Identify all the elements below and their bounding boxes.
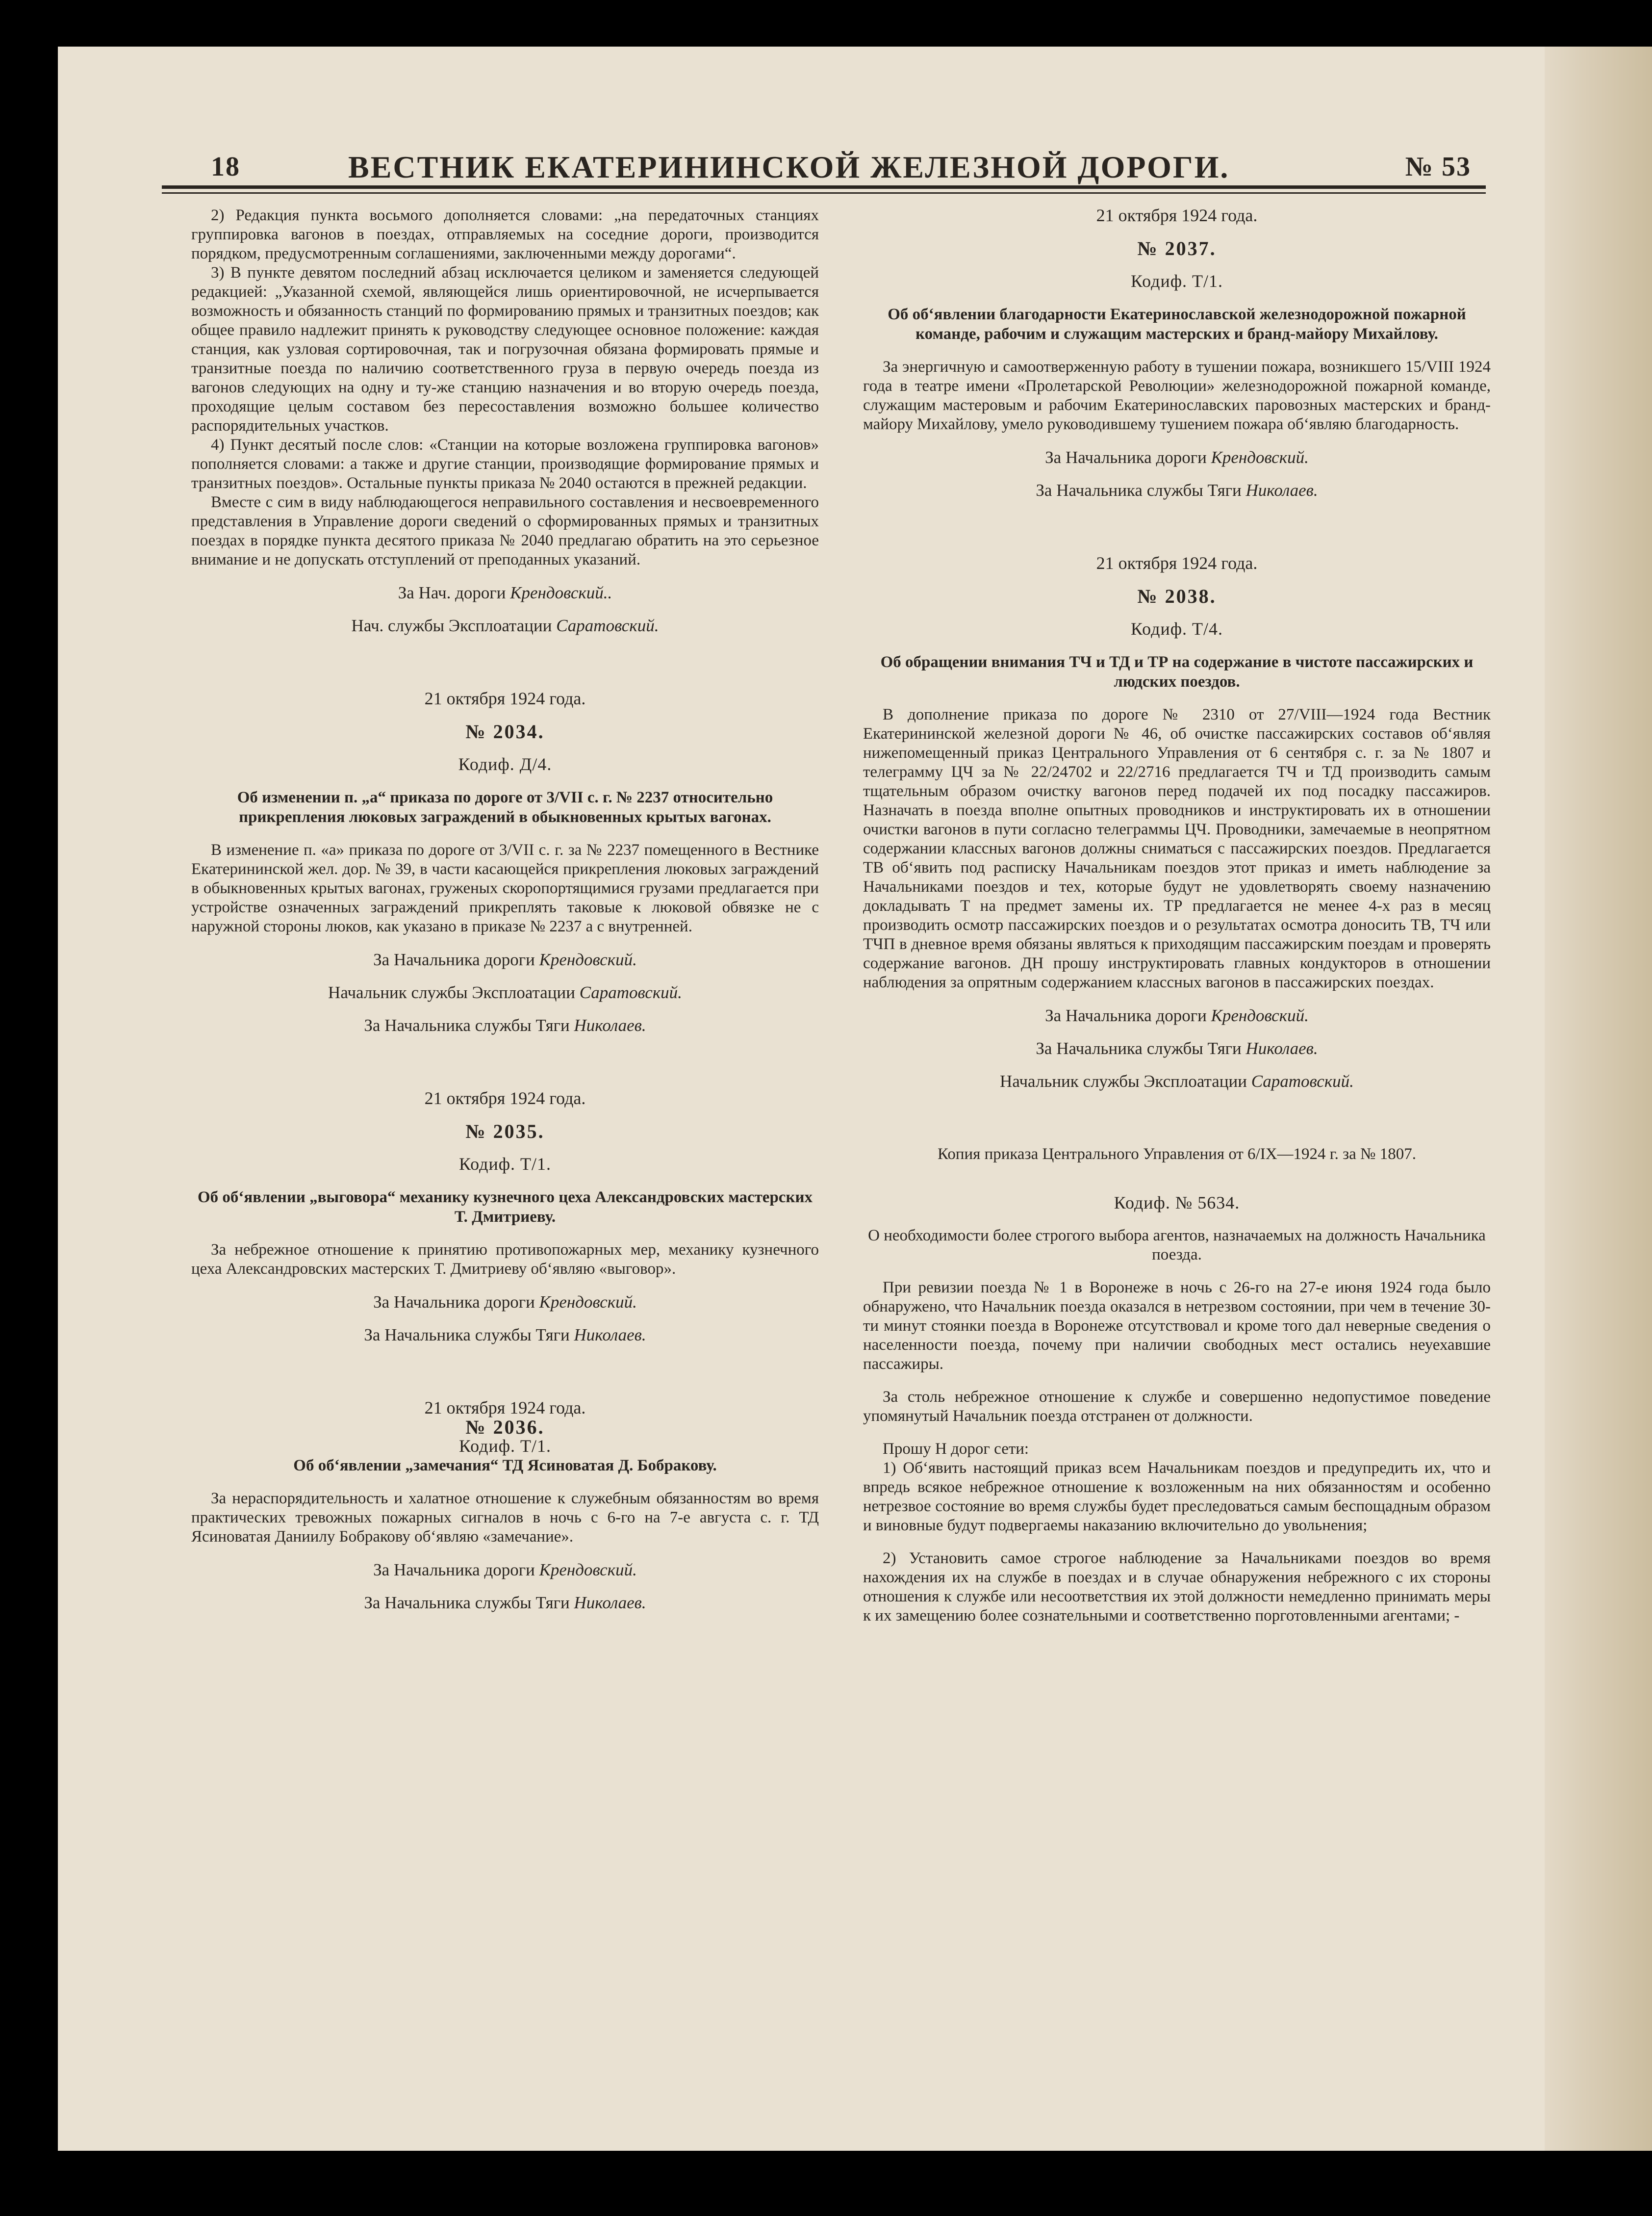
header-rule-thin	[162, 192, 1486, 194]
right-column	[863, 206, 1491, 1625]
order-2034-signature-3: За Начальника службы Тяги Николаев.	[364, 1016, 646, 1035]
order-2038-number: № 2038.	[1137, 585, 1217, 607]
order-2037-body: За энергичную и самоотверженную работу в тушении пожара, возникшего 15/VIII 1924 года в театре имени «Пролетарской Революции» железнодорожной пожарной команде, служащим мастеровым и рабочим Екатеринославских паровозных мастерских и бранд-майору Михайлову, умело руководившему тушением пожара об‘являю благодарность.	[863, 358, 1491, 433]
order-2035-kodif: Кодиф. Т/1.	[458, 1154, 552, 1174]
order-2034-date: 21 октября 1924 года.	[424, 689, 586, 708]
issue-number: № 53	[1405, 152, 1471, 182]
page-header	[162, 147, 1486, 206]
order-2035-date: 21 октября 1924 года.	[424, 1088, 586, 1108]
order-2038-signature-3: Начальник службы Эксплоатации Саратовский.	[1000, 1072, 1354, 1091]
order-2037-kodif: Кодиф. Т/1.	[1130, 271, 1223, 291]
order-2035-heading: Об об‘явлении „выговора“ механику кузнечного цеха Александровских мастерских Т. Дмитриеву.	[198, 1188, 813, 1226]
order-2035-body: За небрежное отношение к принятию противопожарных мер, механику кузнечного цеха Александровских мастерских Т. Дмитриеву об‘являю «выговор».	[191, 1241, 819, 1278]
order-2036-date: 21 октября 1924 года.	[424, 1398, 586, 1417]
intro-signature-2: Нач. службы Эксплоатации Саратовский.	[351, 616, 659, 635]
copy-order-para-3: Прошу Н дорог сети:	[883, 1440, 1029, 1458]
intro-para-5: Вместе с сим в виду наблюдающегося неправильного составления и несвоевременного представления в Управление дороги сведений о сформированных прямых и транзитных поездах в порядке пункта десятого приказа № 2040 предлагаю обратить на это серьезное внимание и не допускать отступлений от преподанных указаний.	[191, 493, 819, 568]
order-2037-number: № 2037.	[1137, 237, 1217, 259]
order-2037-signature-2: За Начальника службы Тяги Николаев.	[1036, 481, 1318, 500]
order-2038-signature-2: За Начальника службы Тяги Николаев.	[1036, 1039, 1318, 1058]
copy-order-item-1: 1) Об‘явить настоящий приказ всем Начальникам поездов и предупредить их, что и впредь всякое небрежное отношение к возложенным на них обязанностям и особенно нетрезвое состояние во время службы будет преследоваться самым беспощадным образом и виновные будут подвергаемы наказанию включительно до увольнения;	[863, 1459, 1491, 1534]
order-2038-kodif: Кодиф. Т/4.	[1130, 619, 1223, 639]
newspaper-page	[162, 147, 1491, 2089]
order-2035-number: № 2035.	[465, 1120, 545, 1142]
order-2034-number: № 2034.	[465, 721, 545, 743]
copy-order-para-1: При ревизии поезда № 1 в Воронеже в ночь с 26-го на 27-е июня 1924 года было обнаружено, что Начальник поезда оказался в нетрезвом состоянии, при чем в течение 30-ти минут стоянки поезда в Воронеже отсутствовал и кроме того дал неверные сведения о населенности поезда, почему при наличии свободных мест остались неуехавшие пассажиры.	[863, 1279, 1491, 1373]
journal-title: ВЕСТНИК ЕКАТЕРИНИНСКОЙ ЖЕЛЕЗНОЙ ДОРОГИ.	[348, 150, 1230, 184]
order-2038-heading: Об обращении внимания ТЧ и ТД и ТР на содержание в чистоте пассажирских и людских поездов.	[880, 653, 1474, 691]
order-2036-signature-2: За Начальника службы Тяги Николаев.	[364, 1593, 646, 1612]
order-2034-signature-2: Начальник службы Эксплоатации Саратовский.	[328, 983, 682, 1002]
order-2037-heading: Об об‘явлении благодарности Екатеринославской железнодорожной пожарной команде, рабочим и служащим мастерских и бранд-майору Михайлову.	[888, 306, 1466, 343]
order-2034-kodif: Кодиф. Д/4.	[458, 754, 552, 774]
order-2038-signature-1: За Начальника дороги Крендовский.	[1045, 1006, 1309, 1025]
left-column	[191, 206, 819, 1612]
order-2037-date: 21 октября 1924 года.	[1096, 206, 1258, 225]
copy-order-kodif: Кодиф. № 5634.	[1114, 1193, 1240, 1212]
order-2036-number: № 2036.	[465, 1416, 545, 1438]
order-2034-signature-1: За Начальника дороги Крендовский.	[373, 950, 637, 969]
order-2037-signature-1: За Начальника дороги Крендовский.	[1045, 448, 1309, 467]
order-2035-signature-2: За Начальника службы Тяги Николаев.	[364, 1325, 646, 1344]
order-2034-body: В изменение п. «а» приказа по дороге от 3/VII с. г. за № 2237 помещенного в Вестнике Екатерининской жел. дор. № 39, в части касающейся прикрепления люковых заграждений в обыкновенных крытых вагонах, груженых скоропортящимися грузами предлагается при устройстве означенных заграждений прикреплять таковые к люковой обвязке не с наружной стороны люков, как указано в приказе № 2237 а с внутренней.	[191, 841, 819, 935]
order-2036-kodif: Кодиф. Т/1.	[458, 1436, 552, 1456]
order-2038-body: В дополнение приказа по дороге № 2310 от 27/VIII—1924 года Вестник Екатерининской железной дороги № 46, об очистке пассажирских составов об‘являя нижепомещенный приказ Центрального Управления от 6 сентября с. г. за № 1807 и телеграмму ЦЧ за № 22/24702 и 22/2716 предлагается ТЧ и ТД производить самым тщательным образом очистку вагонов перед подачей их под посадку пассажиров. Назначать в поезда вполне опытных проводников и инструктировать их в отношении очистки вагонов в пути согласно телеграммы ЦЧ. Проводники, замечаемые в неопрятном содержании классных вагонов должны сниматься с пассажирских поездов. Предлагается ТВ об‘явить под расписку Начальникам поездов этот приказ и иметь наблюдение за Начальниками поездов и тех, которые будут не удовлетворять своему назначению докладывать Т на предмет замены их. ТР предлагается не менее 4-х раз в месяц производить осмотр пассажирских поездов и о результатах осмотра доносить ТВ, ТЧ или ТЧП в дневное время обязаны являться к приходящим пассажирским поездам и проверять содержание вагонов. ДН прошу инструктировать главных кондукторов в отношении наблюдения за опрятным содержанием классных вагонов в пассажирских поездах.	[863, 706, 1491, 991]
header-rule-thick	[162, 185, 1486, 189]
intro-para-2: 2) Редакция пункта восьмого дополняется словами: „на передаточных станциях группировка вагонов в поездах, отправляемых на соседние дороги, производится порядком, предусмотренным соглашениями, заключенными между дорогами“.	[191, 206, 819, 262]
copy-order-subject: О необходимости более строгого выбора агентов, назначаемых на должность Начальника поезда.	[868, 1227, 1486, 1263]
order-2035-signature-1: За Начальника дороги Крендовский.	[373, 1292, 637, 1312]
copy-order-para-2: За столь небрежное отношение к службе и совершенно недопустимое поведение упомянутый Начальник поезда отстранен от должности.	[863, 1388, 1491, 1425]
order-2034-heading: Об изменении п. „а“ приказа по дороге от 3/VII с. г. № 2237 относительно прикрепления люковых заграждений в обыкновенных крытых вагонах.	[237, 789, 773, 826]
copy-order-title: Копия приказа Центрального Управления от 6/IX—1924 г. за № 1807.	[937, 1145, 1417, 1163]
order-2036-body: За нераспорядительность и халатное отношение к служебным обязанностям во время практических тревожных пожарных сигналов в ночь с 6-го на 7-е августа с. г. ТД Ясиноватая Даниилу Бобракову об‘являю «замечание».	[191, 1490, 819, 1546]
intro-signature-1: За Нач. дороги Крендовский..	[398, 583, 612, 602]
order-2036-signature-1: За Начальника дороги Крендовский.	[373, 1560, 637, 1579]
copy-order-item-2: 2) Установить самое строгое наблюдение за Начальниками поездов во время нахождения их на службе в поездах и в случае обнаружения небрежного с их стороны отношения к службе или несоответствия их этой должности немедленно принимать меры к их замещению более сознательными и соответственно порготовленными агентами; -	[863, 1549, 1491, 1624]
order-2036-heading: Об об‘явлении „замечания“ ТД Ясиноватая Д. Бобракову.	[293, 1457, 717, 1474]
intro-para-3: 3) В пункте девятом последний абзац исключается целиком и заменяется следующей редакцией: „Указанной схемой, являющейся лишь ориентировочной, не исчерпывается возможность и обязанность станций по формированию прямых и транзитных поездов; как общее правило надлежит принять к руководству следующее основное положение: каждая станция, как узловая сортировочная, так и погрузочная обязана формировать прямые и транзитные поезда по наличию соответственного груза в первую очередь поезда из вагонов следующих на одну и ту-же станцию назначения и во вторую очередь поезда, проходящие целым составом без пересоставления возможно большее количество распорядительных участков.	[191, 264, 819, 435]
intro-para-4: 4) Пункт десятый после слов: «Станции на которые возложена группировка вагонов» пополняется словами: а также и другие станции, производящие формирование прямых и транзитных поездов». Остальные пункты приказа № 2040 остаются в прежней редакции.	[191, 436, 819, 492]
order-2038-date: 21 октября 1924 года.	[1096, 553, 1258, 573]
page-number: 18	[211, 152, 240, 182]
page-spine	[1545, 47, 1652, 2151]
